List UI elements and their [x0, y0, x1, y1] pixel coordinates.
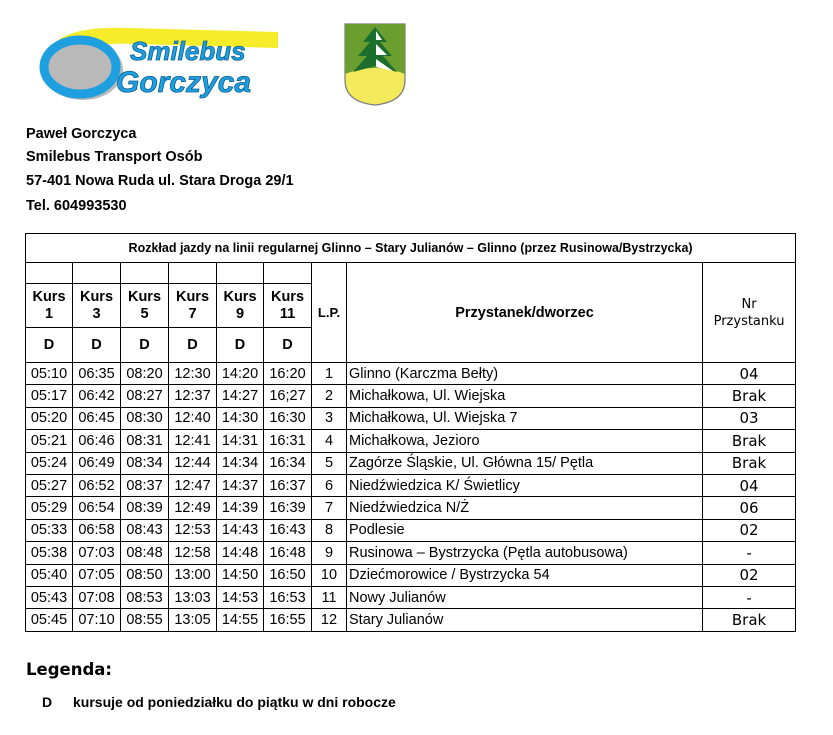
departure-time: 08:34 [121, 452, 169, 474]
departure-time: 05:45 [26, 609, 73, 631]
departure-time: 12:44 [169, 452, 217, 474]
departure-time: 06:46 [73, 430, 121, 452]
departure-time: 06:58 [73, 519, 121, 541]
departure-time: 08:27 [121, 385, 169, 407]
stop-name: Niedźwiedzica N/Ż [347, 497, 703, 519]
empty-cell [264, 263, 312, 284]
departure-time: 05:24 [26, 452, 73, 474]
empty-cell [73, 263, 121, 284]
departure-time: 06:52 [73, 474, 121, 496]
departure-time: 08:43 [121, 519, 169, 541]
departure-time: 13:00 [169, 564, 217, 586]
empty-cell [26, 263, 73, 284]
departure-time: 06:45 [73, 407, 121, 429]
company-address: 57-401 Nowa Ruda ul. Stara Droga 29/1 [26, 173, 294, 189]
course-number: 1 [44, 305, 54, 322]
departure-time: 12:40 [169, 407, 217, 429]
stop-code: Brak [703, 609, 796, 631]
departure-time: 13:05 [169, 609, 217, 631]
course-number: 3 [92, 305, 101, 322]
empty-cell [121, 263, 169, 284]
departure-time: 16:55 [264, 609, 312, 631]
table-row [26, 430, 796, 452]
departure-time: 05:10 [26, 363, 73, 385]
course-header [73, 284, 121, 328]
table-row [26, 363, 796, 385]
course-header [121, 284, 169, 328]
stop-name: Glinno (Karczma Bełty) [347, 363, 703, 385]
company-phone: Tel. 604993530 [26, 198, 127, 214]
departure-time: 12:37 [169, 385, 217, 407]
departure-time: 07:03 [73, 542, 121, 564]
departure-time: 16:48 [264, 542, 312, 564]
legend-title: Legenda: [26, 660, 112, 679]
smilebus-gorczyca-logo [38, 22, 283, 104]
departure-time: 14:50 [217, 564, 264, 586]
departure-time: 05:17 [26, 385, 73, 407]
stop-name: Nowy Julianów [347, 586, 703, 608]
logo-text-gorczyca: Gorczyca [116, 66, 252, 99]
departure-time: 12:58 [169, 542, 217, 564]
course-code: D [73, 328, 121, 363]
empty-cell [169, 263, 217, 284]
departure-time: 05:40 [26, 564, 73, 586]
departure-time: 14:43 [217, 519, 264, 541]
stop-number: 4 [312, 430, 347, 452]
stop-number: 9 [312, 542, 347, 564]
stop-number: 11 [312, 586, 347, 608]
departure-time: 14:37 [217, 474, 264, 496]
departure-time: 13:03 [169, 586, 217, 608]
stop-code: 04 [703, 474, 796, 496]
stop-code: 02 [703, 564, 796, 586]
departure-time: 14:39 [217, 497, 264, 519]
departure-time: 14:53 [217, 586, 264, 608]
departure-time: 12:49 [169, 497, 217, 519]
departure-time: 07:08 [73, 586, 121, 608]
departure-time: 08:31 [121, 430, 169, 452]
departure-time: 06:54 [73, 497, 121, 519]
stop-code: 02 [703, 519, 796, 541]
timetable-title: Rozkład jazdy na linii regularnej Glinno – Stary Julianów – Glinno (przez Rusinowa/Bystrzycka) [26, 234, 796, 263]
nr-header-line2: Przystanku [713, 313, 785, 329]
course-code: D [121, 328, 169, 363]
stop-code: 06 [703, 497, 796, 519]
lp-header: L.P. [312, 263, 347, 363]
nr-header [703, 263, 796, 363]
company-name: Smilebus Transport Osób [26, 149, 203, 165]
stop-name: Michałkowa, Ul. Wiejska [347, 385, 703, 407]
departure-time: 12:53 [169, 519, 217, 541]
departure-time: 05:38 [26, 542, 73, 564]
stop-code: Brak [703, 430, 796, 452]
stop-name: Rusinowa – Bystrzycka (Pętla autobusowa) [347, 542, 703, 564]
stop-code: Brak [703, 385, 796, 407]
departure-time: 12:41 [169, 430, 217, 452]
departure-time: 16:20 [264, 363, 312, 385]
timetable [25, 233, 796, 632]
stop-name: Michałkowa, Jezioro [347, 430, 703, 452]
crest-icon [343, 22, 407, 106]
departure-time: 16:37 [264, 474, 312, 496]
course-label: Kurs [32, 288, 66, 305]
departure-time: 14:30 [217, 407, 264, 429]
course-code: D [169, 328, 217, 363]
departure-time: 16:39 [264, 497, 312, 519]
course-label: Kurs [270, 288, 305, 305]
course-label: Kurs [79, 288, 114, 305]
course-code: D [264, 328, 312, 363]
table-row [26, 407, 796, 429]
stop-number: 2 [312, 385, 347, 407]
departure-time: 12:47 [169, 474, 217, 496]
stop-code: 04 [703, 363, 796, 385]
departure-time: 14:34 [217, 452, 264, 474]
table-row [26, 385, 796, 407]
departure-time: 16:30 [264, 407, 312, 429]
departure-time: 05:29 [26, 497, 73, 519]
stop-number: 5 [312, 452, 347, 474]
logo-text-smilebus: Smilebus [130, 36, 246, 66]
departure-time: 05:21 [26, 430, 73, 452]
stop-code: - [703, 586, 796, 608]
table-row [26, 564, 796, 586]
departure-time: 05:33 [26, 519, 73, 541]
departure-time: 08:30 [121, 407, 169, 429]
departure-time: 14:20 [217, 363, 264, 385]
empty-cell [217, 263, 264, 284]
departure-time: 08:20 [121, 363, 169, 385]
departure-time: 05:27 [26, 474, 73, 496]
table-row [26, 609, 796, 631]
departure-time: 14:48 [217, 542, 264, 564]
stop-name: Zagórze Śląskie, Ul. Główna 15/ Pętla [347, 452, 703, 474]
stop-code: 03 [703, 407, 796, 429]
departure-time: 16:31 [264, 430, 312, 452]
departure-time: 14:27 [217, 385, 264, 407]
departure-time: 08:50 [121, 564, 169, 586]
stop-name: Stary Julianów [347, 609, 703, 631]
course-number: 11 [279, 305, 296, 322]
stop-number: 6 [312, 474, 347, 496]
course-number: 7 [188, 305, 197, 322]
departure-time: 12:30 [169, 363, 217, 385]
departure-time: 07:05 [73, 564, 121, 586]
departure-time: 05:43 [26, 586, 73, 608]
table-row [26, 542, 796, 564]
stop-name: Dziećmorowice / Bystrzycka 54 [347, 564, 703, 586]
course-label: Kurs [223, 288, 257, 305]
stop-number: 1 [312, 363, 347, 385]
stop-header: Przystanek/dworzec [347, 263, 703, 363]
departure-time: 08:39 [121, 497, 169, 519]
table-row [26, 519, 796, 541]
departure-time: 16:34 [264, 452, 312, 474]
departure-time: 08:48 [121, 542, 169, 564]
departure-time: 08:37 [121, 474, 169, 496]
stop-number: 3 [312, 407, 347, 429]
nr-header-line1: Nr [741, 296, 757, 312]
stop-name: Michałkowa, Ul. Wiejska 7 [347, 407, 703, 429]
legend-code: D [42, 694, 53, 710]
stop-number: 10 [312, 564, 347, 586]
course-header [217, 284, 264, 328]
course-header [264, 284, 312, 328]
company-owner: Paweł Gorczyca [26, 126, 137, 142]
course-label: Kurs [175, 288, 210, 305]
stop-number: 8 [312, 519, 347, 541]
stop-name: Podlesie [347, 519, 703, 541]
departure-time: 14:31 [217, 430, 264, 452]
departure-time: 06:49 [73, 452, 121, 474]
table-row [26, 586, 796, 608]
stop-code: - [703, 542, 796, 564]
legend-text: kursuje od poniedziałku do piątku w dni robocze [73, 694, 396, 710]
departure-time: 06:42 [73, 385, 121, 407]
course-code: D [26, 328, 73, 363]
departure-time: 07:10 [73, 609, 121, 631]
departure-time: 16:50 [264, 564, 312, 586]
table-row [26, 497, 796, 519]
course-number: 5 [140, 305, 149, 322]
departure-time: 08:55 [121, 609, 169, 631]
table-row [26, 452, 796, 474]
table-row [26, 474, 796, 496]
departure-time: 14:55 [217, 609, 264, 631]
departure-time: 16:43 [264, 519, 312, 541]
stop-code: Brak [703, 452, 796, 474]
departure-time: 05:20 [26, 407, 73, 429]
stop-number: 7 [312, 497, 347, 519]
stop-name: Niedźwiedzica K/ Świetlicy [347, 474, 703, 496]
stop-number: 12 [312, 609, 347, 631]
course-number: 9 [235, 305, 245, 322]
departure-time: 06:35 [73, 363, 121, 385]
departure-time: 16;27 [264, 385, 312, 407]
course-header [169, 284, 217, 328]
departure-time: 16:53 [264, 586, 312, 608]
course-code: D [217, 328, 264, 363]
course-header [26, 284, 73, 328]
course-label: Kurs [127, 288, 162, 305]
departure-time: 08:53 [121, 586, 169, 608]
